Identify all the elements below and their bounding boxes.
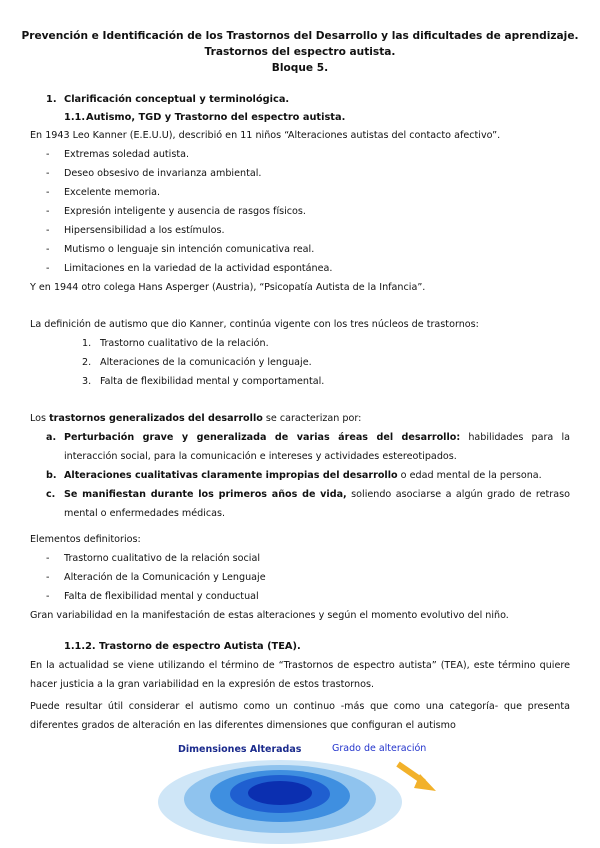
diagram-label-right: Grado de alteración — [332, 743, 427, 754]
ellipse-inner — [248, 781, 312, 805]
tea-heading: 1.1.2. Trastorno de espectro Autista (TEA). — [64, 641, 301, 652]
section-1-number: 1. — [46, 94, 57, 105]
elementos-intro: Elementos definitorios: — [30, 534, 141, 545]
list-item: Perturbación grave y generalizada de varias áreas del desarrollo: habilidades para la interacción social, para la comunicación e intereses y actividades estereotipados. — [64, 432, 570, 462]
list-item: Falta de flexibilidad mental y comportamental. — [100, 376, 325, 387]
list-item: Se manifiestan durante los primeros años de vida, soliendo asociarse a algún grado de retraso mental o enfermedades médicas. — [64, 489, 571, 519]
elementos-closing: Gran variabilidad en la manifestación de estas alteraciones y según el momento evolutivo del niño. — [30, 610, 509, 621]
list-item: Hipersensibilidad a los estímulos. — [64, 225, 225, 236]
list-item: Falta de flexibilidad mental y conductual — [64, 591, 259, 602]
list-item: Deseo obsesivo de invarianza ambiental. — [64, 168, 262, 179]
list-item: Alteración de la Comunicación y Lenguaje — [64, 572, 266, 583]
list-item: Alteraciones de la comunicación y lenguaje. — [100, 357, 312, 368]
list-item: Trastorno cualitativo de la relación. — [100, 338, 269, 349]
list-item: Extremas soledad autista. — [64, 149, 190, 160]
document-title — [10, 28, 590, 76]
section-1-title: Clarificación conceptual y terminológica. — [64, 94, 290, 105]
subsection-1-1-title: Autismo, TGD y Trastorno del espectro autista. — [86, 112, 346, 123]
asperger-line: Y en 1944 otro colega Hans Asperger (Austria), “Psicopatía Autista de la Infancia”. — [30, 282, 426, 293]
title-line-3: Bloque 5. — [271, 62, 329, 74]
arrow-icon — [398, 764, 436, 791]
spectrum-diagram — [150, 738, 450, 848]
document-page: Prevención e Identificación de los Trastornos del Desarrollo y las dificultades de aprendizaje. Trastornos del espectro autista. Bloque 5. 1. Clarificación conceptual y terminológica. 1.1. Autismo, TGD y Trastorno del espectro autista. En 1943 Leo Kanner (E.E.U.U), describió en 11 niños “Alteraciones autistas del contacto afectivo”. - Extremas soledad autista. - Deseo obsesivo de invarianza ambiental. - Excelente memoria. - Expresión inteligente y ausencia de rasgos físicos. - Hipersensibilidad a los estímulos. - Mutismo o lenguaje sin intención comunicativa real. - Limitaciones en la variedad de la actividad espontánea. Y en 1944 otro colega Hans Asperger (Austria), “Psicopatía Autista de la Infancia”. La definición de autismo que dio Kanner, continúa vigente con los tres núcleos de trastornos: 1. Trastorno cualitativo de la relación. 2. Alteraciones de la comunicación y lenguaje. 3. Falta de flexibilidad mental y comportamental. Los trastornos generalizados del desarrollo se caracterizan por: a. Perturbación grave y generalizada de varias áreas del desarrollo: habilidades para la interacción social, para la comunicación e intereses y actividades estereotipados. b. Alteraciones cualitativas claramente impropias del desarrollo o edad mental de la persona. c. Se manifiestan durante los primeros años de vida, soliendo asociarse a algún grado de retraso mental o enfermedades médicas. Elementos definitorios: - Trastorno cualitativo de la relación social - Alteración de la Comunicación y Lenguaje - Falta de flexibilidad mental y conductual Gran variabilidad en la manifestación de estas alteraciones y según el momento evolutivo del niño. 1.1.2. Trastorno de espectro Autista (TEA). En la actualidad se viene utilizando el término de “Trastornos de espectro autista” (TEA), este término quiere hacer justicia a la gran variabilidad en la expresión de estos trastornos. Puede resultar útil considerar el autismo como un continuo -más que como una categoría- que presenta diferentes grados de alteración en las diferentes dimensiones que configuran el autismo Dimensiones Alteradas Grado de alteración — [0, 0, 600, 848]
list-item: Trastorno cualitativo de la relación social — [64, 553, 261, 564]
tea-paragraph-1: En la actualidad se viene utilizando el término de “Trastornos de espectro autista” (TEA), este término quiere hacer justicia a la gran variabilidad en la expresión de estos trastornos. — [30, 660, 570, 690]
list-item: Expresión inteligente y ausencia de rasgos físicos. — [64, 206, 306, 217]
list-item: Alteraciones cualitativas claramente impropias del desarrollo o edad mental de la persona. — [64, 470, 542, 481]
subsection-1-1-number: 1.1. — [64, 112, 86, 123]
list-item: Limitaciones en la variedad de la actividad espontánea. — [64, 263, 333, 274]
tea-paragraph-2: Puede resultar útil considerar el autismo como un continuo -más que como una categoría- que presenta diferentes grados de alteración en las diferentes dimensiones que configuran el autismo — [30, 701, 570, 731]
title-line-1: Prevención e Identificación de los Trastornos del Desarrollo y las dificultades de aprendizaje. — [21, 30, 579, 42]
definition-intro: La definición de autismo que dio Kanner, continúa vigente con los tres núcleos de trastornos: — [30, 319, 479, 330]
diagram-label-left: Dimensiones Alteradas — [178, 744, 302, 755]
tgd-intro: Los trastornos generalizados del desarrollo se caracterizan por: — [30, 413, 362, 424]
kanner-intro: En 1943 Leo Kanner (E.E.U.U), describió en 11 niños “Alteraciones autistas del contacto afectivo”. — [30, 130, 501, 141]
title-line-2: Trastornos del espectro autista. — [204, 46, 396, 58]
list-item: Excelente memoria. — [64, 187, 161, 198]
list-item: Mutismo o lenguaje sin intención comunicativa real. — [64, 244, 315, 255]
